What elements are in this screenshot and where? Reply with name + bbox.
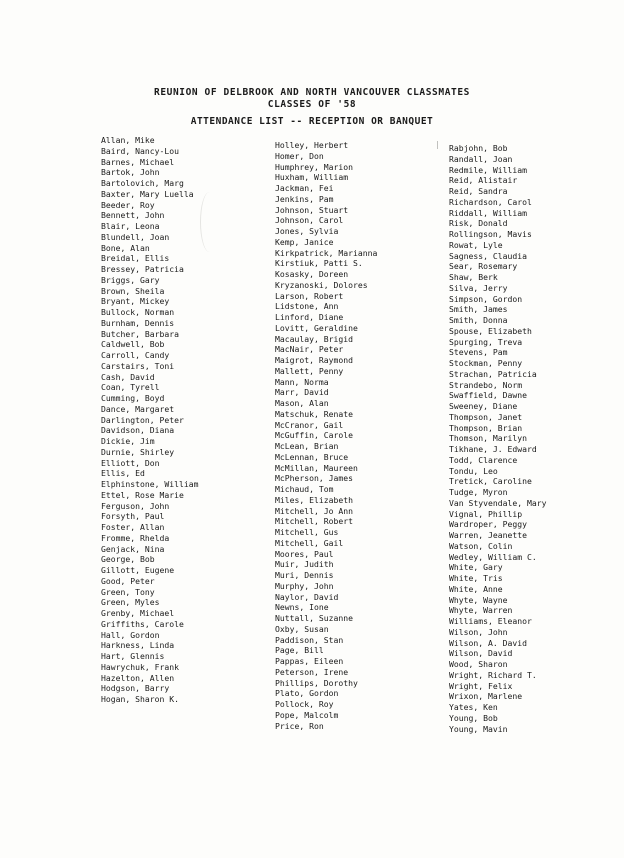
attendee-name: Jenkins, Pam [275,193,334,204]
title-reunion: REUNION OF DELBROOK AND NORTH VANCOUVER CLASSMATES [154,87,470,98]
attendee-name: McLean, Brian [275,441,339,451]
attendee-name: Kirkpatrick, Marianna [275,247,378,258]
attendee-name: Linford, Diane [275,312,344,322]
attendee-name: Muir, Judith [275,559,334,570]
attendee-name: McCranor, Gail [275,419,344,430]
attendee-name: Bryant, Mickey [101,296,170,307]
attendee-name: Genjack, Nina [101,543,165,554]
attendee-name: Sear, Rosemary [449,261,518,272]
attendee-name: Hazelton, Allen [101,672,175,683]
attendee-name: Mitchell, Robert [275,516,353,527]
attendee-name: Rabjohn, Bob [449,143,508,153]
attendee-name: Randall, Joan [449,153,513,164]
attendee-name: Moores, Paul [275,548,334,559]
attendee-name: Page, Bill [275,645,324,656]
attendee-name: Thompson, Janet [449,411,523,422]
attendee-name: Oxby, Susan [275,623,329,634]
attendee-name: Van Styvendale, Mary [449,497,547,508]
attendee-name: Durnie, Shirley [101,446,175,457]
attendee-name: Allan, Mike [101,135,155,145]
attendee-name: Watson, Colin [449,540,513,551]
attendee-name: Jones, Sylvia [275,226,339,236]
attendee-name: Whyte, Warren [449,605,513,616]
attendee-name: Blair, Leona [101,221,160,231]
attendee-name: Silva, Jerry [449,282,508,293]
attendee-name: Naylor, David [275,591,339,602]
attendee-name: Good, Peter [101,575,155,586]
attendee-name: Wrixon, Marlene [449,691,523,702]
attendee-name: Strachan, Patricia [449,368,537,379]
attendee-name: Hart, Glennis [101,651,165,661]
attendee-name: Huxham, William [275,172,349,183]
title-attendance-list: ATTENDANCE LIST -- RECEPTION OR BANQUET [190,116,434,127]
attendee-name: Pope, Malcolm [275,709,339,720]
attendee-name: Wright, Felix [449,680,513,691]
names-column-1 [101,135,198,705]
attendee-name: Williams, Eleanor [449,616,532,626]
attendee-name: Rowat, Lyle [449,239,503,250]
attendee-name: Dance, Margaret [101,403,175,414]
attendee-name: McGuffin, Carole [275,430,353,441]
attendee-name: Green, Tony [101,586,155,597]
attendee-name: Cumming, Boyd [101,393,165,403]
attendee-name: Johnson, Stuart [275,204,349,215]
attendee-name: Spurging, Treva [449,336,523,347]
attendee-name: Peterson, Irene [275,666,349,677]
attendee-name: Matschuk, Renate [275,408,353,419]
attendee-name: Redmile, William [449,164,527,175]
paper-fold-mark [200,192,219,252]
attendee-name: Hogan, Sharon K. [101,694,179,704]
attendee-name: Mitchell, Gail [275,537,344,548]
attendee-name: Pollock, Roy [275,699,334,709]
attendee-name: Jackman, Fei [275,183,334,193]
attendee-name: Whyte, Wayne [449,594,508,605]
names-column-2 [275,140,377,731]
attendee-name: Shaw, Berk [449,272,498,282]
attendee-name: Maigrot, Raymond [275,355,353,365]
attendee-name: Lidstone, Ann [275,301,339,312]
attendee-name: Humphrey, Marion [275,161,353,172]
attendee-name: Tudge, Myron [449,487,508,497]
attendee-name: Green, Myles [101,597,160,608]
attendee-name: McPherson, James [275,473,353,484]
attendee-name: Todd, Clarence [449,454,518,465]
attendee-name: Thomson, Marilyn [449,433,527,444]
attendee-name: Ellis, Ed [101,468,145,479]
attendee-name: Holley, Herbert [275,140,349,150]
attendee-name: Plato, Gordon [275,688,339,699]
attendee-name: Caldwell, Bob [101,339,165,350]
attendee-name: Blundell, Joan [101,231,170,242]
attendee-name: Marr, David [275,387,329,398]
attendee-name: Ferguson, John [101,500,170,511]
attendee-name: Murphy, John [275,580,334,591]
attendee-name: Yates, Ken [449,702,498,712]
attendee-name: Bartok, John [101,167,160,178]
attendee-name: Bullock, Norman [101,307,175,317]
attendee-name: Warren, Jeanette [449,530,527,540]
attendee-name: Young, Bob [449,712,498,723]
attendee-name: Nuttall, Suzanne [275,613,353,623]
attendee-name: Spouse, Elizabeth [449,325,532,336]
attendee-name: Pappas, Eileen [275,656,344,666]
attendee-name: Macaulay, Brigid [275,333,353,344]
attendee-name: Wedley, William C. [449,551,537,562]
attendee-name: Kemp, Janice [275,236,334,247]
attendee-name: Tondu, Leo [449,465,498,476]
attendee-name: Wright, Richard T. [449,669,537,680]
attendee-name: Johnson, Carol [275,215,344,226]
attendee-name: Forsyth, Paul [101,511,165,522]
attendee-name: Butcher, Barbara [101,328,179,339]
names-column-3 [449,143,546,734]
attendee-name: Tikhane, J. Edward [449,444,537,454]
attendee-name: Rollingson, Mavis [449,229,532,239]
attendee-name: Coan, Tyrell [101,382,160,393]
attendee-name: Thompson, Brian [449,422,523,433]
attendee-name: Kirstiuk, Patti S. [275,258,363,269]
attendee-name: Sagness, Claudia [449,250,527,261]
attendee-name: Miles, Elizabeth [275,494,353,505]
attendee-name: Harkness, Linda [101,640,175,651]
attendee-name: Wilson, John [449,626,508,637]
attendee-name: Wood, Sharon [449,659,508,669]
attendee-name: Smith, James [449,304,508,315]
attendee-name: Grenby, Michael [101,608,175,618]
attendee-name: Risk, Donald [449,218,508,229]
attendee-name: Stevens, Pam [449,347,508,358]
attendee-name: White, Gary [449,562,503,573]
attendee-name: Kosasky, Doreen [275,269,349,279]
attendee-name: Darlington, Peter [101,414,184,425]
attendee-name: Newns, Ione [275,602,329,613]
attendee-name: Baird, Nancy-Lou [101,145,179,156]
attendee-name: Mann, Norma [275,376,329,387]
attendee-name: Brown, Sheila [101,285,165,296]
attendee-name: Larson, Robert [275,290,344,301]
attendee-name: Vignal, Phillip [449,508,523,519]
attendee-name: Dickie, Jim [101,436,155,446]
attendee-name: Sweeney, Diane [449,401,518,411]
attendee-name: Michaud, Tom [275,484,334,494]
attendee-name: Baxter, Mary Luella [101,188,194,199]
attendee-name: Mallett, Penny [275,365,344,376]
attendee-name: Price, Ron [275,720,324,731]
attendee-name: Hawrychuk, Frank [101,661,179,672]
attendee-name: Young, Mavin [449,723,508,734]
attendee-name: Reid, Sandra [449,186,508,196]
attendee-name: Smith, Donna [449,315,508,325]
attendee-name: McLennan, Bruce [275,451,349,462]
attendee-name: Simpson, Gordon [449,293,523,304]
attendee-name: Mitchell, Jo Ann [275,505,353,516]
attendee-name: Homer, Don [275,150,324,161]
attendee-name: Lovitt, Geraldine [275,322,358,333]
attendee-name: Elphinstone, William [101,479,199,489]
attendee-name: Mason, Alan [275,398,329,408]
attendee-name: Cash, David [101,371,155,382]
attendee-name: Burnham, Dennis [101,317,175,328]
attendee-name: Muri, Dennis [275,570,334,580]
attendee-name: Stockman, Penny [449,358,523,368]
attendee-name: Carstairs, Toni [101,360,175,371]
title-classes: CLASSES OF '58 [267,99,357,110]
attendee-name: McMillan, Maureen [275,462,358,473]
attendee-name: White, Tris [449,573,503,583]
attendee-name: Wilson, David [449,648,513,659]
attendee-name: Fromme, Rhelda [101,532,170,543]
attendee-name: Kryzanoski, Dolores [275,279,368,290]
attendee-name: Foster, Allan [101,522,165,532]
attendee-name: Carroll, Candy [101,350,170,360]
attendee-name: Gillott, Eugene [101,565,175,575]
attendee-name: Paddison, Stan [275,634,344,645]
attendee-name: Bone, Alan [101,242,150,253]
attendee-name: Wilson, A. David [449,637,527,648]
attendee-name: Bartolovich, Marg [101,178,184,188]
attendee-name: Riddall, William [449,207,527,218]
attendee-name: Phillips, Dorothy [275,677,358,688]
attendee-name: White, Anne [449,583,503,594]
attendee-name: Barnes, Michael [101,156,175,167]
attendee-name: Tretick, Caroline [449,476,532,487]
attendee-name: Breidal, Ellis [101,253,170,264]
attendee-name: Reid, Alistair [449,175,518,186]
attendee-name: Ettel, Rose Marie [101,489,184,500]
attendee-name: Hall, Gordon [101,629,160,640]
pen-tick-mark [437,141,438,149]
attendee-name: Davidson, Diana [101,425,175,436]
attendee-name: Hodgson, Barry [101,683,170,694]
attendee-name: Swaffield, Dawne [449,390,527,401]
attendee-name: Griffiths, Carole [101,618,184,629]
attendee-name: Beeder, Roy [101,199,155,210]
attendee-name: MacNair, Peter [275,344,344,355]
attendee-name: Briggs, Gary [101,274,160,285]
attendee-name: Strandebo, Norm [449,379,523,390]
attendee-name: Elliott, Don [101,457,160,468]
attendee-name: Bressey, Patricia [101,264,184,274]
attendee-name: George, Bob [101,554,155,565]
attendee-name: Mitchell, Gus [275,527,339,537]
attendee-name: Wardroper, Peggy [449,519,527,530]
attendee-name: Bennett, John [101,210,165,221]
attendee-name: Richardson, Carol [449,196,532,207]
